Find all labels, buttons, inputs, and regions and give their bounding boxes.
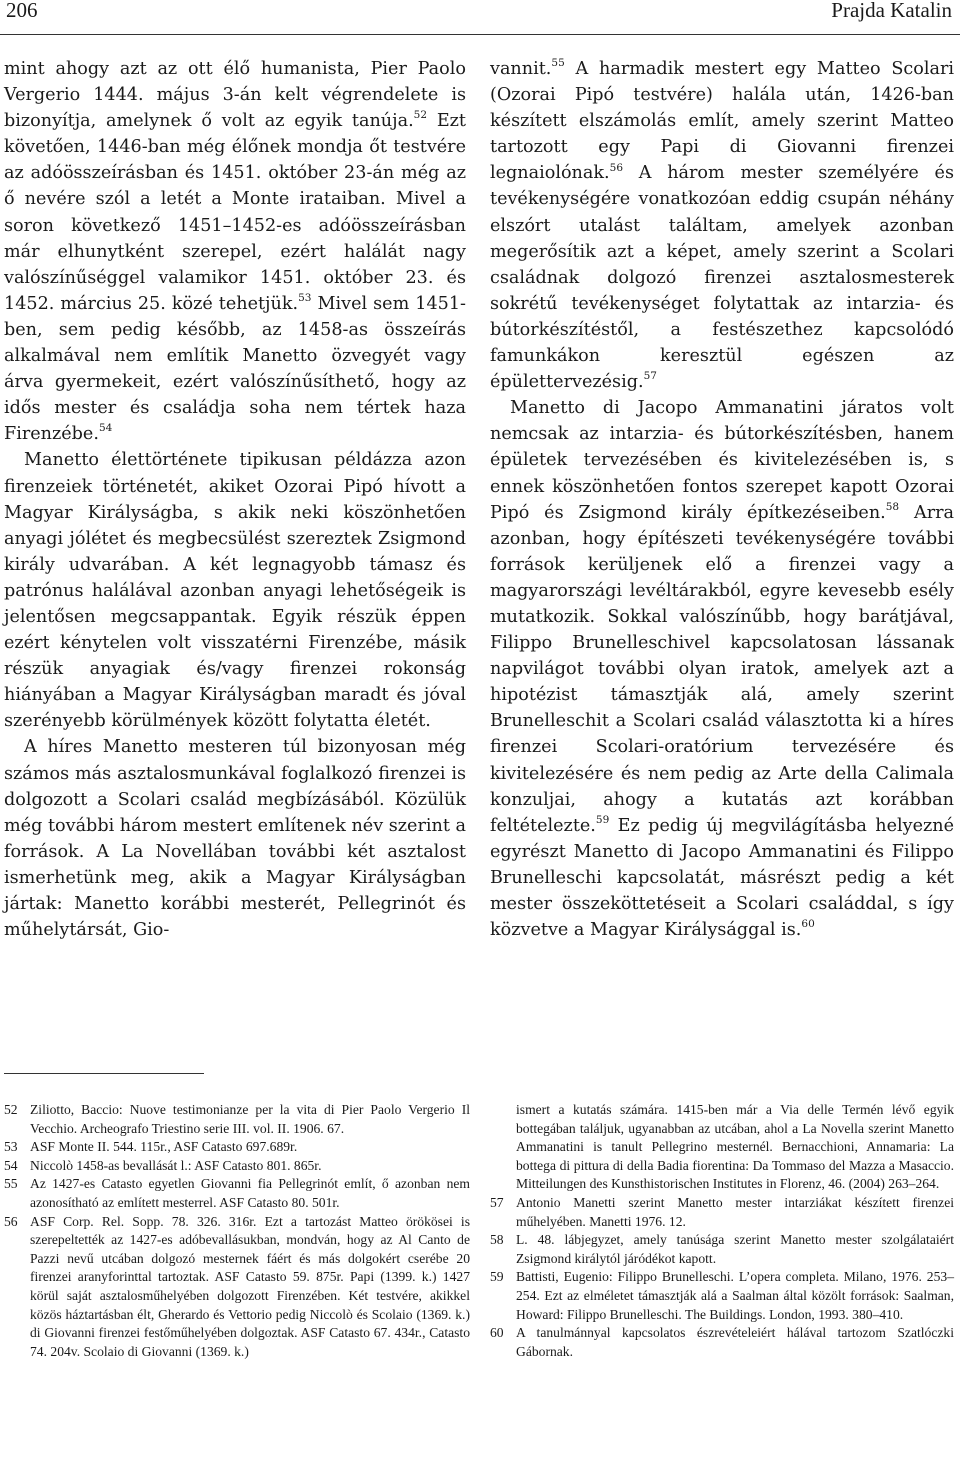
footnote-text: Antonio Manetti szerint Manetto mester intarziákat készített firenzei műhelyében. Manetti 1976. 12. xyxy=(516,1194,954,1229)
footnote-number: 55 xyxy=(4,1176,18,1192)
header-rule xyxy=(0,34,960,35)
footnote-text: ASF Corp. Rel. Sopp. 78. 326. 316r. Ezt a tartozást Matteo örökösei is szerepeltették az 1427-es adóbevallásukban, mondván, hogy az Al Canto de Pazzi nevű utcában dolgozó mesternek fáért és más dolgokért cserébe 20 firenzei aranyforinttal tartoztak. ASF Catasto 59. 875r. Papi (1399. k.) 1427 körül saját asztalosműhelyében dolgozott Firenzében. Két testvére, akikkel közös háztartásban élt, Gherardo és Vettorio pedig Niccolò és Scolaio (1369. k.) di Giovanni firenzei festőműhelyében dolgoztak. ASF Catasto 67. 434r., Catasto 74. 204v. Scolaio di Giovanni (1369. k.) xyxy=(30,1213,470,1359)
footnote-reference: 60 xyxy=(801,918,815,931)
footnote-number: 52 xyxy=(4,1102,18,1117)
footnote xyxy=(4,1138,470,1157)
footnote-reference: 54 xyxy=(98,422,113,435)
body-column-right xyxy=(490,56,954,943)
footnote-text: ismert a kutatás számára. 1415-ben már a Via delle Termén lévő egyik bottegában találjuk, ugyanabban az utcában, ahol a La Novella szerint Manetto Ammanatini is tanult Pellegrino mesternél. Bernacchioni, Annamaria: La bottega di pittura di della Badia fiorentina: Da Tommaso del Mazza a Masaccio. Mitteilungen des Kunsthistorischen Institutes in Florenz, 46. (2004) 263–264. xyxy=(516,1102,954,1192)
footnote-rule xyxy=(4,1073,204,1074)
footnote-text: Az 1427-es Catasto egyetlen Giovanni fia Pellegrinót említ, ő azonban nem azonosítható az említett mesterrel. ASF Catasto 80. 501r. xyxy=(30,1176,470,1210)
page-header xyxy=(0,0,960,24)
footnote-reference: 59 xyxy=(595,813,610,826)
footnote-number: 54 xyxy=(4,1157,18,1173)
footnote xyxy=(490,1324,954,1361)
footnote-text: Niccolò 1458-as bevallását l.: ASF Catasto 801. 865r. xyxy=(30,1157,322,1173)
footnote xyxy=(490,1231,954,1268)
paragraph: mint ahogy azt az ott élő humanista, Pier Paolo Vergerio 1444. május 3-án kelt végrendelete is bizonyítja, amelynek ő volt az egyik tanúja.$^{52}$ Ezt követően, 1446-ban még élőnek mondja őt testvére az adóösszeírásban és 1451. október 23-án még az ő nevére szól a letét a Monte irataiban. Mivel a soron következő 1451–1452-es adóösszeírásban már elhunytként szerepel, ezért halálát nagy valószínűséggel valamikor 1451. október 23. és 1452. március 25. közé tehetjük.$^{53}$ Mivel sem 1451-ben, sem pedig később, az 1458-as összeírás alkalmával nem említik Manetto özvegyét vagy árva gyermekeit, ezért valószínűsíthető, hogy az idős mester és családja soha nem tértek haza Firenzébe.$^{54}$ xyxy=(4,59,466,445)
footnote-text: L. 48. lábjegyzet, amely tanúsága szerint Manetto mester szolgálataiért Zsigmond királytól járódékot kapott. xyxy=(516,1232,954,1266)
footnote-number: 58 xyxy=(490,1232,504,1248)
footnote-reference: 55 xyxy=(551,57,565,70)
footnote-number: 59 xyxy=(490,1269,504,1285)
footnote-number xyxy=(490,1101,516,1194)
paragraph: Manetto di Jacopo Ammanatini járatos volt nemcsak az intarzia- és bútorkészítésben, hanem épületek tervezésében és kivitelezésében is, s ennek köszönhetően fontos szerepet kapott Ozorai Pipó és Zsigmond király építkezéseiben.$^{58}$ Arra azonban, hogy építészeti tevékenységére további források kerüljenek elő a firenzei vagy a magyarországi levéltárakból, egyre kevesebb esély mutatkozik. Sokkal valószínűbb, hogy barátjával, Filippo Brunelleschivel kapcsolatosan lássanak napvilágot további olyan iratok, amelyek azt a hipotézist támasztják alá, amely szerint Brunelleschit a Scolari család választotta ki a híres firenzei Scolari-oratórium tervezésére és kivitelezésére és nem pedig az Arte della Calimala konzuljai, ahogy a kutatás azt korábban feltételezte.$^{59}$ Ez pedig új megvilágításba helyezné egyrészt Manetto di Jacopo Ammanatini és Filippo Brunelleschi kapcsolatát, másrészt pedig a két mester összeköttetéseit a Scolari családdal, s így közvetve a Magyar Királysággal is.$^{60}$ xyxy=(490,398,954,941)
footnote xyxy=(4,1101,470,1138)
footnote-number: 53 xyxy=(4,1139,18,1155)
page-number: 206 xyxy=(6,0,38,22)
paragraph: A híres Manetto mesteren túl bizonyosan még számos más asztalosmunkával foglalkozó firenzei is dolgozott a Scolari család megbízásából. Közülük még további három mestert említenek név szerint a források. A La Novellában további két asztalost ismerhetünk meg, akik a Magyar Királyságban jártak: Manetto korábbi mesterét, Pellegrinót és műhelytársát, Gio- xyxy=(4,737,466,941)
footnote-text: A tanulmánnyal kapcsolatos észrevételeiért hálával tartozom Szatlóczki Gábornak. xyxy=(516,1325,954,1359)
footnotes-column-right xyxy=(490,1101,954,1361)
footnote xyxy=(4,1157,470,1176)
footnote xyxy=(4,1213,470,1362)
paragraph: vannit.$^{55}$ A harmadik mestert egy Matteo Scolari (Ozorai Pipó testvére) halála után, 1426-ban készített elszámolás említ, amely szerint Matteo tartozott egy Papi di Giovanni firenzei legnaiolónak.$^{56}$ A három mester személyére és tevékenységére vonatkozóan eddig csupán néhány elszórt utalást találtam, amelyek azonban megerősítik azt a képet, amely szerint a Scolari családnak dolgozó firenzei asztalosmesterek sokrétű tevékenységet folytattak az intarzia- és bútorkészítéstől, a festészethez kapcsolódó famunkákon keresztül egészen az épülettervezésig.$^{57}$ xyxy=(490,57,954,393)
footnote-number: 57 xyxy=(490,1194,504,1210)
footnote-text: Battisti, Eugenio: Filippo Brunelleschi. L’opera completa. Milano, 1976. 253–254. Ezt az elméletet támasztják alá a Saalman által közölt források: Saalman, Howard: Filippo Brunelleschi. The Buildings. London, 1993. 380–410. xyxy=(516,1269,954,1322)
footnote xyxy=(490,1194,954,1231)
footnote-reference: 52 xyxy=(413,109,428,122)
footnote xyxy=(490,1268,954,1324)
footnote-reference: 57 xyxy=(643,370,657,383)
footnote-number: 60 xyxy=(490,1325,504,1341)
running-head-author: Prajda Katalin xyxy=(831,0,952,22)
footnote-number: 56 xyxy=(4,1213,18,1229)
footnote-reference: 58 xyxy=(885,500,900,513)
footnote-text: ASF Monte II. 544. 115r., ASF Catasto 697.689r. xyxy=(30,1139,298,1155)
footnote xyxy=(4,1175,470,1212)
body-column-left xyxy=(4,56,466,943)
footnote-text: Ziliotto, Baccio: Nuove testimonianze per la vita di Pier Paolo Vergerio Il Vecchio. Archeografo Triestino serie III. vol. II. 1906. 67. xyxy=(30,1102,470,1136)
footnote-reference: 56 xyxy=(609,161,624,174)
footnotes-column-left xyxy=(4,1101,470,1361)
paragraph: Manetto élettörténete tipikusan példázza azon firenzeiek történetét, akiket Ozorai Pipó hívott a Magyar Királyságba, s akik neki köszönhetően anyagi jólétet és megbecsülést szereztek Zsigmond király udvarában. A két legnagyobb támasz és patrónus halálával azonban anyagi lehetőségeik is jelentősen megcsappantak. Egyik részük éppen ezért kénytelen volt visszatérni Firenzébe, másik részük anyagiak és/vagy firenzei rokonság hiányában a Magyar Királyságban maradt és jóval szerényebb körülmények között folytatta életét. xyxy=(4,450,466,732)
footnote-reference: 53 xyxy=(298,291,312,304)
footnote-continuation xyxy=(490,1101,954,1194)
